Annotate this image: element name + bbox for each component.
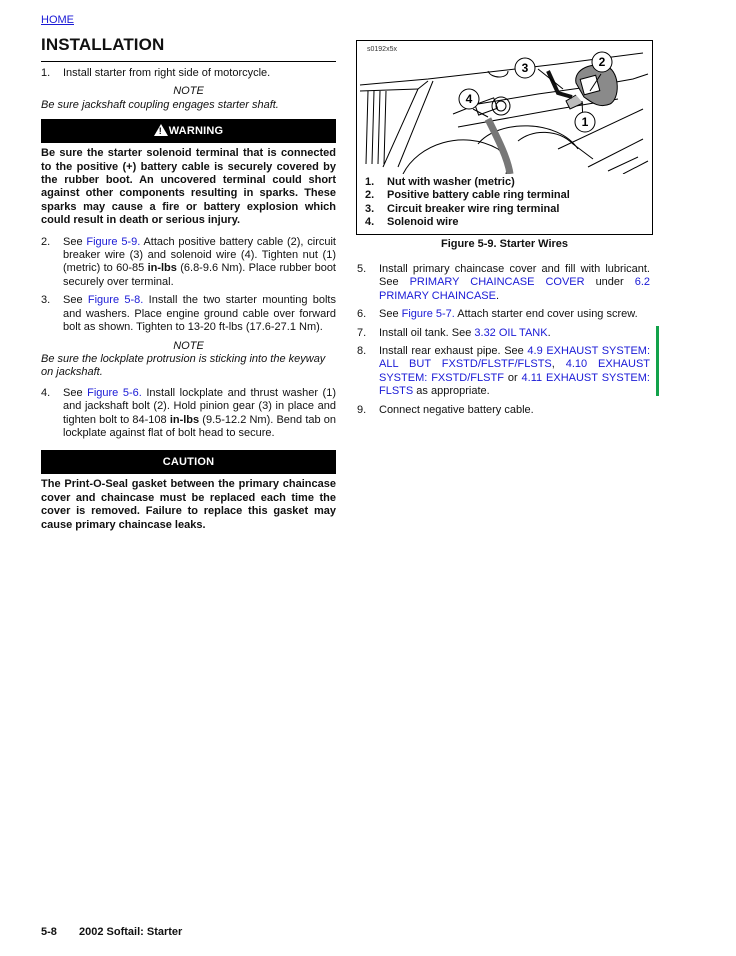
primary-chaincase-link[interactable]: 6.2 PRIMARY CHAINCASE [379, 276, 650, 302]
footer-title: 2002 Softail: Starter [79, 926, 183, 938]
text-run: Attach positive battery cable (2), circuit breaker wire (3) and solenoid wire (4). Tighten nut (1) (metric) to 60-85 [63, 235, 336, 275]
step-text [379, 327, 650, 340]
note-text: Be sure the lockplate protrusion is sticking into the keyway on jackshaft. [41, 352, 326, 379]
step-text [63, 294, 336, 334]
step-7 [357, 327, 650, 340]
text-run: Install the two starter mounting bolts and washers. Place engine ground cable over forward bolt as shown. Tighten to 13-20 ft-lbs (17.6-27.1 Nm). [63, 294, 336, 334]
step-6 [357, 308, 650, 321]
caution-banner [41, 450, 336, 474]
legend-number: 2. [365, 189, 375, 202]
page-number: 5-8 [41, 926, 57, 938]
step-number: 3. [41, 294, 51, 307]
step-5 [357, 263, 650, 303]
step-text [63, 236, 336, 290]
text-run: or [503, 371, 522, 384]
legend-text: Nut with washer (metric) [387, 176, 515, 188]
figure-5-9 [356, 40, 653, 235]
home-link[interactable]: HOME [41, 14, 74, 26]
text-run: See [63, 386, 88, 399]
step-8 [357, 345, 650, 399]
text-run: Install rear exhaust pipe. See [379, 345, 528, 358]
text-run: . [547, 326, 551, 339]
step-text [63, 387, 336, 441]
title-divider [41, 61, 336, 62]
callout-4 [459, 89, 479, 109]
figure-caption: Figure 5-9. Starter Wires [440, 238, 569, 250]
warning-text: Be sure the starter solenoid terminal that is connected to the positive (+) battery cable is securely covered by the rubber boot. An uncovered terminal could short against other components resulting in sparks. These sparks may cause a fire or battery explosion which could result in death or serious injury. [41, 147, 336, 227]
step-number: 2. [41, 235, 51, 248]
text-run: Install primary chaincase cover and fill with lubricant. See [379, 263, 650, 289]
oil-tank-link[interactable]: 3.32 OIL TANK [474, 326, 548, 339]
text-run: (6.8-9.6 Nm). Place rubber boot securely over terminal. [63, 262, 336, 288]
figure-5-7-link[interactable]: Figure 5-7. [401, 308, 455, 321]
figure-5-8-link[interactable]: Figure 5-8. [87, 294, 144, 307]
step-3 [41, 294, 336, 334]
text-run: See [379, 308, 402, 321]
step-number: 8. [357, 345, 367, 358]
text-run: under [584, 276, 635, 289]
text-run: , [551, 358, 566, 371]
revision-change-bar [656, 326, 659, 396]
starter-wires-illustration [358, 49, 651, 174]
figure-5-6-link[interactable]: Figure 5-6. [87, 386, 142, 399]
step-number: 1. [41, 67, 51, 79]
exhaust-system-all-but-link[interactable]: 4.9 EXHAUST SYSTEM: ALL BUT FXSTD/FLSTF/FLSTS [379, 345, 650, 371]
legend-text: Solenoid wire [387, 215, 459, 228]
step-text: Install starter from right side of motorcycle. [63, 67, 271, 79]
primary-chaincase-cover-link[interactable]: PRIMARY CHAINCASE COVER [409, 276, 585, 289]
figure-5-9-link[interactable]: Figure 5-9. [86, 235, 141, 248]
step-9 [357, 404, 650, 417]
step-text: Connect negative battery cable. [379, 403, 534, 416]
warning-label: WARNING [168, 124, 224, 137]
warning-triangle-icon: ! [154, 124, 168, 136]
caution-text: The Print-O-Seal gasket between the primary chaincase cover and chaincase must be replaced each time the cover is removed. Failure to replace this gasket may cause primary chaincase leaks. [41, 478, 336, 531]
text-run: as appropriate. [413, 385, 490, 398]
legend-item [365, 189, 570, 202]
legend-number: 3. [365, 202, 375, 215]
legend-item [365, 203, 570, 216]
legend-item [365, 216, 570, 229]
step-number: 9. [357, 403, 367, 416]
step-2 [41, 236, 336, 290]
left-column [41, 67, 336, 540]
note-heading: NOTE [173, 85, 204, 98]
legend-text: Positive battery cable ring terminal [387, 189, 570, 202]
note-heading: NOTE [173, 339, 204, 352]
text-run: Install oil tank. See [379, 326, 475, 339]
unit-bold: in-lbs [169, 413, 200, 426]
callout-1 [575, 112, 595, 132]
svg-text:3: 3 [521, 61, 529, 75]
exhaust-system-fxstd-flstf-link[interactable]: 4.10 EXHAUST SYSTEM: FXSTD/FLSTF [379, 358, 650, 384]
warning-banner [41, 119, 336, 143]
caution-label: CAUTION [162, 455, 215, 468]
figure-image-id: s0192x5x [367, 46, 397, 53]
step-text [379, 308, 650, 321]
page-footer [41, 926, 182, 938]
unit-bold: in-lbs [147, 262, 177, 275]
step-text [379, 345, 650, 399]
step-1 [41, 67, 336, 80]
legend-item [365, 176, 570, 189]
exhaust-system-flsts-link[interactable]: 4.11 EXHAUST SYSTEM: FLSTS [379, 371, 650, 398]
svg-text:1: 1 [581, 115, 589, 129]
svg-text:2: 2 [598, 55, 606, 69]
legend-number: 1. [365, 176, 375, 188]
text-run: (9.5-12.2 Nm). Bend tab on lockplate against flat of bolt head to secure. [63, 413, 336, 439]
step-number: 4. [41, 386, 51, 399]
section-title: INSTALLATION [41, 35, 165, 54]
svg-text:4: 4 [465, 92, 473, 106]
text-run: See [63, 235, 87, 248]
figure-legend [365, 176, 570, 229]
right-column [357, 263, 650, 422]
step-number: 5. [357, 263, 367, 275]
step-number: 6. [357, 308, 367, 321]
text-run: . [495, 289, 500, 302]
callout-3 [515, 58, 535, 78]
text-run: See [63, 294, 88, 307]
legend-text: Circuit breaker wire ring terminal [387, 202, 560, 215]
step-number: 7. [357, 326, 367, 339]
legend-number: 4. [365, 215, 375, 228]
note-text: Be sure jackshaft coupling engages starter shaft. [41, 98, 279, 111]
step-text [379, 263, 650, 303]
callout-2 [592, 52, 612, 72]
text-run: Install lockplate and thrust washer (1) and jackshaft bolt (2). Hold pinion gear (3) in place and tighten bolt to 84-108 [63, 386, 336, 426]
step-4 [41, 387, 336, 441]
text-run: Attach starter end cover using screw. [454, 308, 638, 321]
